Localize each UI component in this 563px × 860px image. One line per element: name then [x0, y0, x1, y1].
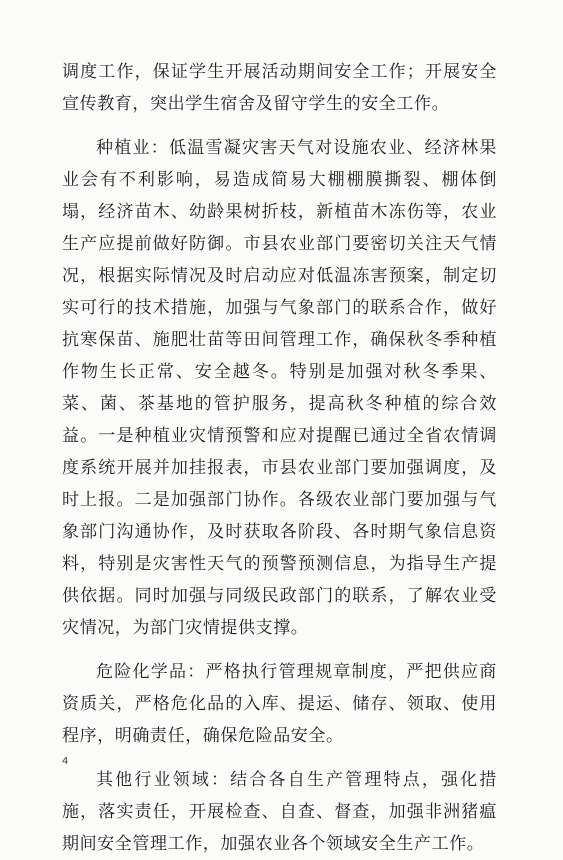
- paragraph-hazardous-chemicals: 危险化学品：严格执行管理规章制度，严把供应商资质关，严格危化品的入库、提运、储存、领取、使用程序，明确责任，确保危险品安全。: [62, 662, 497, 746]
- paragraph-school-safety: 调度工作，保证学生开展活动期间安全工作；开展安全宣传教育，突出学生宿舍及留守学生的安全工作。: [62, 62, 497, 114]
- paragraph-crop-farming: 种植业：低温雪凝灾害天气对设施农业、经济林果业会有不利影响，易造成简易大棚棚膜撕裂、棚体倒塌，经济苗木、幼龄果树折枝，新植苗木冻伤等，农业生产应提前做好防御。市县农业部门要密切关注天气情况，根据实际情况及时启动应对低温冻害预案，制定切实可行的技术措施，加强与气象部门的联系合作，做好抗寒保苗、施肥壮苗等田间管理工作，确保秋冬季种植作物生长正常、安全越冬。特别是加强对秋冬季果、菜、菌、茶基地的管护服务，提高秋冬种植的综合效益。一是种植业灾情预警和应对提醒已通过全省农情调度系统开展并加挂报表，市县农业部门要加强调度，及时上报。二是加强部门协作。各级农业部门要加强与气象部门沟通协作，及时获取各阶段、各时期气象信息资料，特别是灾害性天气的预警预测信息，为指导生产提供依据。同时加强与同级民政部门的联系，了解农业受灾情况，为部门灾情提供支撑。: [62, 138, 497, 638]
- paragraph-other-sectors: 其他行业领域：结合各自生产管理特点，强化措施，落实责任，开展检查、自查、督查，加强非洲猪瘟期间安全管理工作，加强农业各个领域安全生产工作。: [62, 770, 497, 854]
- page-number: 4: [62, 756, 69, 767]
